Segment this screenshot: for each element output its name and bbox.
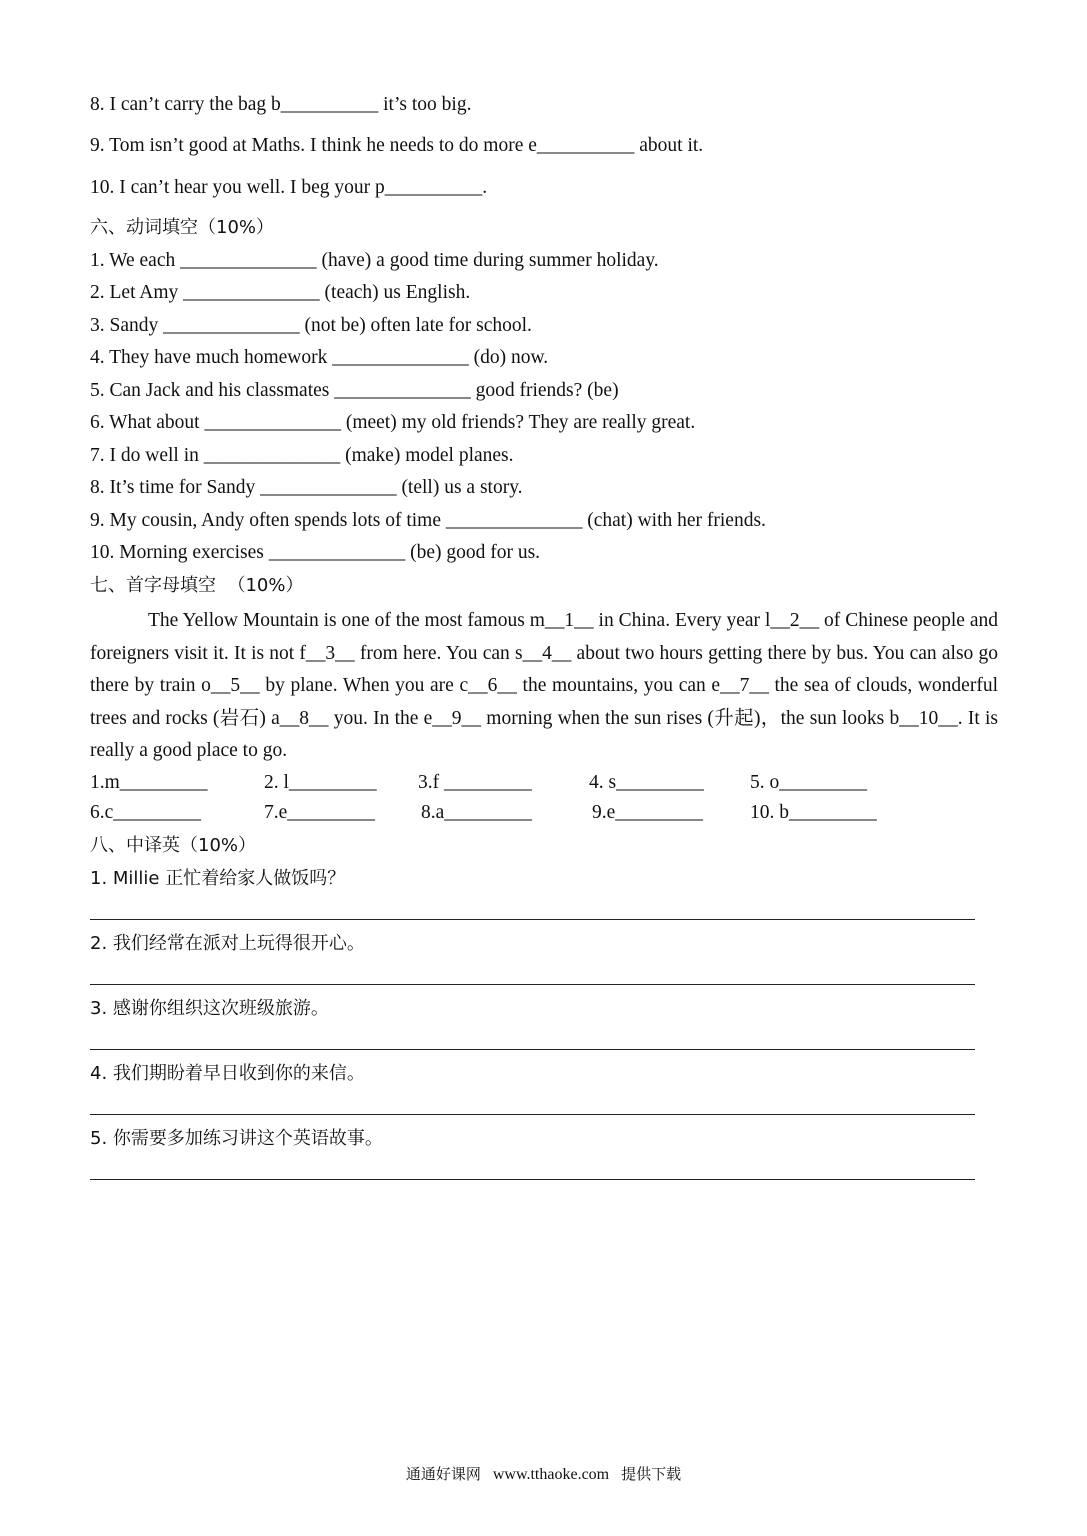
translation-question-1: 1. Millie 正忙着给家人做饭吗？ [90,868,346,889]
section8-heading: 八、中译英（10%） [90,835,257,856]
translation-question-5: 5. 你需要多加练习讲这个英语故事。 [90,1128,383,1149]
footer-url[interactable]: www.tthaoke.com [492,1466,610,1483]
section7-heading: 七、首字母填空 （10%） [90,575,304,596]
verb-item-3: 3. Sandy ______________ (not be) often late for school. [90,315,532,336]
answer-blank-8: 8.a_________ [421,802,533,823]
passage [90,605,998,768]
translation-question-2: 2. 我们经常在派对上玩得很开心。 [90,933,365,954]
answer-blank-10: 10. b_________ [750,802,877,823]
answer-line-3 [90,1049,975,1050]
verb-item-6: 6. What about ______________ (meet) my old friends? They are really great. [90,412,696,433]
passage-text: The Yellow Mountain is one of the most famous m__1__ in China. Every year l__2__ of Chinese people and foreigners visit it. It is not f__3__ from here. You can s__4__ about two hours getting there by bus. You can also go there by train o__5__ by plane. When you are c__6__ the mountains, you can e__7__ the sea of clouds, wonderful trees and rocks (岩石) a__8__ you. In the e__9__ morning when the sun rises (升起)，the sun looks b__10__. It is really a good place to go. [90,610,998,762]
footer-site-name: 通通好课网 [405,1465,481,1483]
vocab-item-8: 8. I can’t carry the bag b__________ it’s too big. [90,94,472,115]
verb-item-7: 7. I do well in ______________ (make) model planes. [90,445,514,466]
answer-blank-2: 2. l_________ [264,772,377,793]
vocab-item-10: 10. I can’t hear you well. I beg your p__________. [90,177,488,198]
verb-item-8: 8. It’s time for Sandy ______________ (tell) us a story. [90,477,523,498]
verb-item-10: 10. Morning exercises ______________ (be) good for us. [90,542,541,563]
verb-item-1: 1. We each ______________ (have) a good time during summer holiday. [90,250,659,271]
answer-blank-7: 7.e_________ [264,802,376,823]
answer-line-5 [90,1179,975,1180]
answer-blank-1: 1.m_________ [90,772,208,793]
verb-item-4: 4. They have much homework ______________ (do) now. [90,347,549,368]
answer-line-4 [90,1114,975,1115]
footer-suffix: 提供下载 [621,1465,682,1483]
vocab-item-9: 9. Tom isn’t good at Maths. I think he needs to do more e__________ about it. [90,135,704,156]
section6-heading: 六、动词填空（10%） [90,217,275,238]
answer-blank-4: 4. s_________ [589,772,704,793]
answer-blank-9: 9.e_________ [592,802,704,823]
answer-blank-6: 6.c_________ [90,802,202,823]
translation-question-3: 3. 感谢你组织这次班级旅游。 [90,998,329,1019]
translation-question-4: 4. 我们期盼着早日收到你的来信。 [90,1063,365,1084]
verb-item-9: 9. My cousin, Andy often spends lots of time ______________ (chat) with her friends. [90,510,766,531]
answer-blank-5: 5. o_________ [750,772,867,793]
answer-blank-3: 3.f _________ [418,772,532,793]
answer-line-1 [90,919,975,920]
verb-item-2: 2. Let Amy ______________ (teach) us English. [90,282,471,303]
footer [0,1463,1087,1486]
verb-item-5: 5. Can Jack and his classmates ______________ good friends? (be) [90,380,619,401]
answer-line-2 [90,984,975,985]
